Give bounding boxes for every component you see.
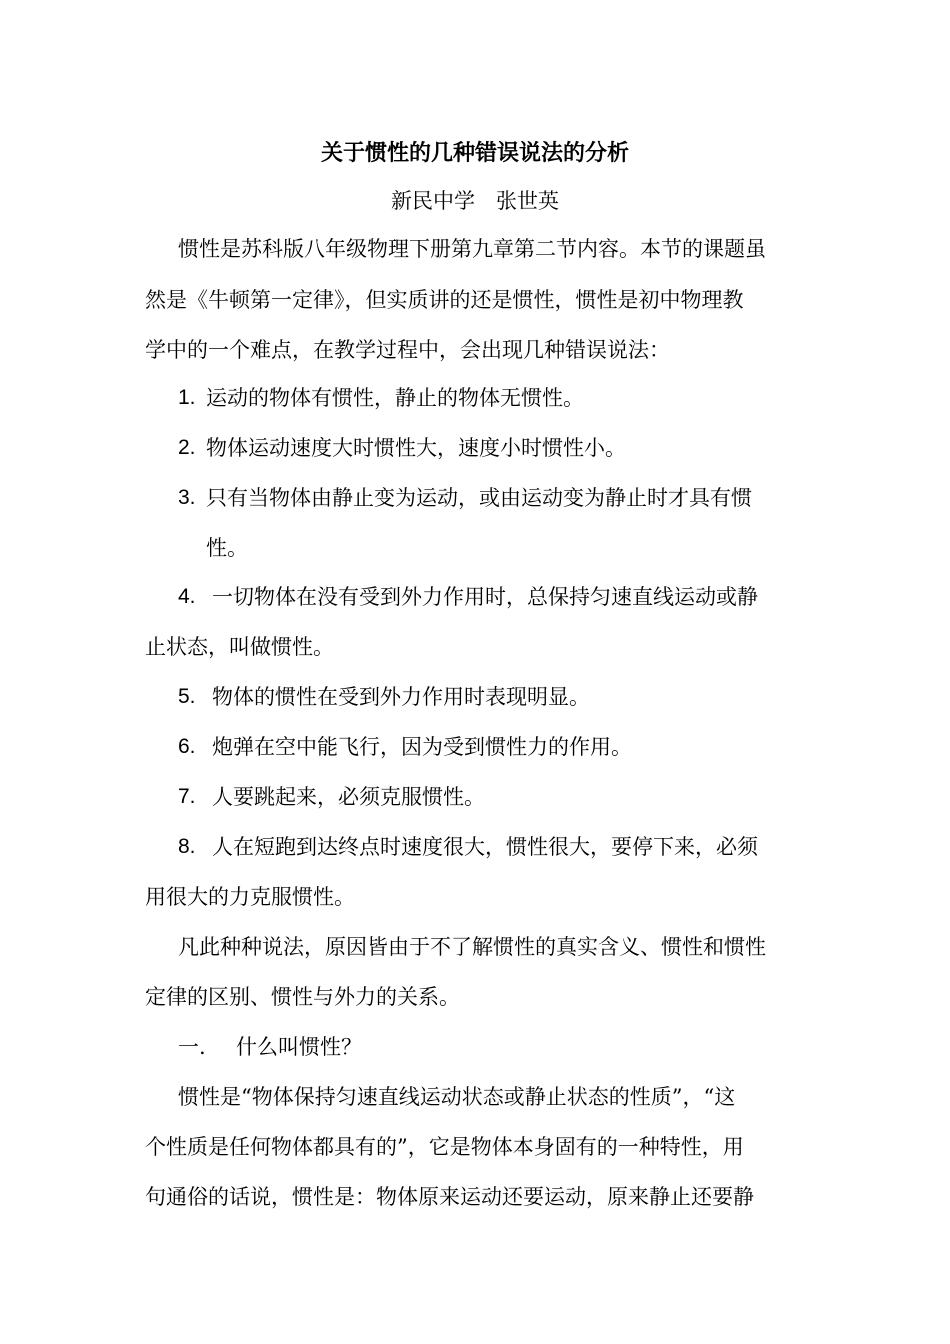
section-heading: 什么叫惯性？ xyxy=(236,1035,362,1059)
error-item-text: 一切物体在没有受到外力作用时，总保持匀速直线运动或静 xyxy=(212,585,758,609)
error-item-text: 人在短跑到达终点时速度很大，惯性很大，要停下来，必须 xyxy=(212,835,758,859)
section-number: 一. xyxy=(178,1035,206,1059)
body-line: 惯性是“物体保持匀速直线运动状态或静止状态的性质”，“这 xyxy=(178,1085,736,1109)
error-item-text: 性。 xyxy=(206,536,248,560)
intro-line: 然是《牛顿第一定律》，但实质讲的还是惯性，惯性是初中物理教 xyxy=(145,288,744,312)
body-line: 句通俗的话说，惯性是：物体原来运动还要运动，原来静止还要静 xyxy=(145,1185,754,1209)
error-item-text: 只有当物体由静止变为运动，或由运动变为静止时才具有惯 xyxy=(206,486,752,510)
error-number: 6. xyxy=(178,735,196,758)
error-item-text: 物体的惯性在受到外力作用时表现明显。 xyxy=(212,685,590,709)
document-title: 关于惯性的几种错误说法的分析 xyxy=(320,140,629,166)
error-number: 7. xyxy=(178,785,196,808)
body-line: 个性质是任何物体都具有的”，它是物体本身固有的一种特性，用 xyxy=(145,1135,744,1159)
summary-line: 定律的区别、惯性与外力的关系。 xyxy=(145,985,460,1009)
intro-line: 学中的一个难点，在教学过程中，会出现几种错误说法： xyxy=(145,338,670,362)
error-number: 8. xyxy=(178,835,196,858)
intro-line: 惯性是苏科版八年级物理下册第九章第二节内容。本节的课题虽 xyxy=(178,237,766,261)
error-number: 5. xyxy=(178,685,196,708)
error-number: 3. xyxy=(178,486,196,509)
error-number: 4. xyxy=(178,585,196,608)
document-author: 新民中学 张世英 xyxy=(391,189,559,213)
summary-line: 凡此种种说法，原因皆由于不了解惯性的真实含义、惯性和惯性 xyxy=(178,935,766,959)
error-item-text: 运动的物体有惯性，静止的物体无惯性。 xyxy=(206,386,584,410)
error-number: 1. xyxy=(178,386,196,409)
error-item-text: 人要跳起来，必须克服惯性。 xyxy=(212,785,485,809)
error-item-text: 物体运动速度大时惯性大，速度小时惯性小。 xyxy=(206,436,626,460)
error-item-text: 炮弹在空中能飞行，因为受到惯性力的作用。 xyxy=(212,735,632,759)
error-item-text: 用很大的力克服惯性。 xyxy=(145,885,355,909)
error-item-text: 止状态，叫做惯性。 xyxy=(145,635,334,659)
error-number: 2. xyxy=(178,436,196,459)
